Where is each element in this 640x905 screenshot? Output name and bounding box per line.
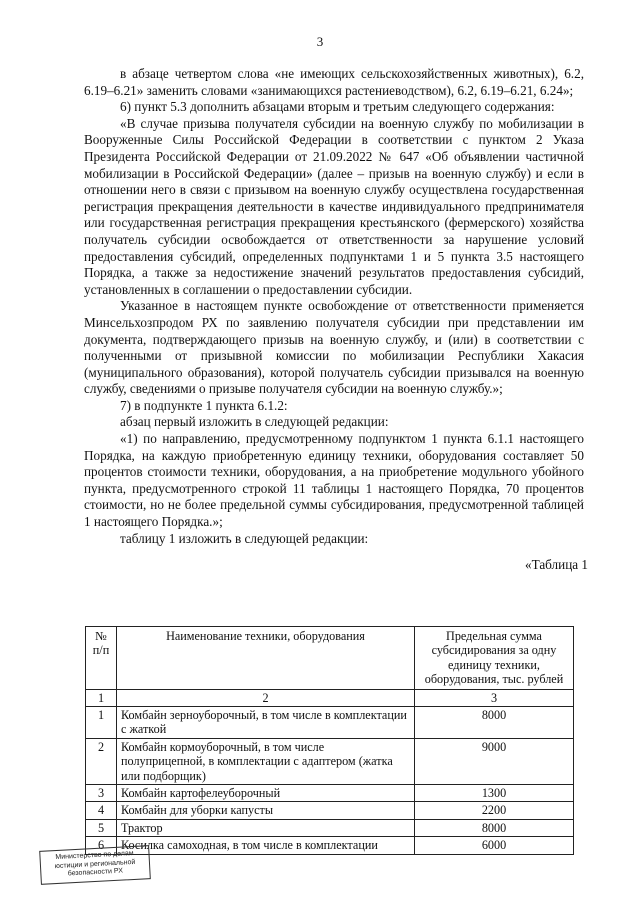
header-amount: Предельная сумма субсидирования за одну единицу техники, оборудования, тыс. рублей [415, 627, 574, 690]
row-amount: 1300 [415, 785, 574, 802]
table-row [86, 837, 574, 854]
row-amount: 2200 [415, 802, 574, 819]
row-amount: 8000 [415, 707, 574, 739]
row-name: Комбайн картофелеуборочный [117, 785, 415, 802]
row-name: Косилка самоходная, в том числе в комплектации [117, 837, 415, 854]
table-row [86, 819, 574, 836]
row-amount: 9000 [415, 738, 574, 784]
index-cell: 1 [86, 689, 117, 706]
index-cell: 3 [415, 689, 574, 706]
body-text [84, 66, 588, 574]
row-name: Комбайн кормоуборочный, в том числе полуприцепной, в комплектации с адаптером (жатка или подборщик) [117, 738, 415, 784]
ministry-stamp [39, 845, 151, 884]
table-index-row [86, 689, 574, 706]
paragraph: 6) пункт 5.3 дополнить абзацами вторым и третьим следующего содержания: [120, 99, 555, 115]
stamp-line: юстиции и региональной [54, 858, 136, 870]
table-caption: «Таблица 1 [525, 557, 588, 573]
row-num: 1 [86, 707, 117, 739]
paragraph: таблицу 1 изложить в следующей редакции: [120, 530, 369, 546]
table-row [86, 738, 574, 784]
row-name: Трактор [117, 819, 415, 836]
paragraph: абзац первый изложить в следующей редакции: [120, 414, 389, 430]
row-amount: 8000 [415, 819, 574, 836]
subsidy-table [85, 626, 574, 855]
row-num: 6 [86, 837, 117, 854]
index-cell: 2 [117, 689, 415, 706]
paragraph: 7) в подпункте 1 пункта 6.1.2: [120, 397, 288, 413]
stamp-line: безопасности РХ [67, 867, 124, 878]
paragraph: «В случае призыва получателя субсидии на военную службу по мобилизации в Вооруженные Силы Российской Федерации в соответствии с пунктом 2 Указа Президента Российской Федерации от 21.09.2022 № 647 «Об объявлении частичной мобилизации в Российской Федерации» (далее – призыв на военную службу) и если в отношении него в связи с призывом на военную службу осуществлена государственная регистрация прекращения деятельности в качестве индивидуального предпринимателя или государственная регистрация прекращения крестьянского (фермерского) хозяйства получатель субсидии освобождается от ответственности за нарушение условий предоставления субсидий, определенных подпунктами 1 и 5 пункта 3.5 настоящего Порядка, а также за недостижение значений результатов предоставления субсидий, установленных в соглашении о предоставлении субсидии. [84, 115, 584, 297]
header-name: Наименование техники, оборудования [117, 627, 415, 690]
row-num: 3 [86, 785, 117, 802]
stamp-line: Министерство по делам [55, 849, 134, 862]
table-row [86, 785, 574, 802]
paragraph: в абзаце четвертом слова «не имеющих сельскохозяйственных животных), 6.2, 6.19–6.21» заменить словами «занимающихся растениеводством), 6.2, 6.19–6.21, 6.24»; [84, 66, 584, 98]
page-number: 3 [316, 34, 324, 49]
row-num: 4 [86, 802, 117, 819]
row-name: Комбайн для уборки капусты [117, 802, 415, 819]
table-header-row [86, 627, 574, 690]
header-num: № п/п [86, 627, 117, 690]
table-row [86, 802, 574, 819]
row-name: Комбайн зерноуборочный, в том числе в комплектации с жаткой [117, 707, 415, 739]
paragraph: «1) по направлению, предусмотренному подпунктом 1 пункта 6.1.1 настоящего Порядка, на каждую приобретенную единицу техники, оборудования составляет 50 процентов стоимости техники, оборудования, а на приобретение модульного убойного пункта, предусмотренного строкой 11 таблицы 1 настоящего Порядка, 70 процентов стоимости, но не более предельной суммы субсидирования, предусмотренной таблицей 1 настоящего Порядка.»; [84, 431, 584, 530]
row-amount: 6000 [415, 837, 574, 854]
row-num: 2 [86, 738, 117, 784]
row-num: 5 [86, 819, 117, 836]
table-row [86, 707, 574, 739]
paragraph: Указанное в настоящем пункте освобождение от ответственности применяется Минсельхозпродом РХ по заявлению получателя субсидии при представлении им документа, подтверждающего призыв на военную службу, и (или) в соответствии с полученными от призывной комиссии по мобилизации Республики Хакасия (муниципального образования), которой получатель субсидии призывался на военную службу, сведениями о призыве получателя субсидии на военную службу.»; [84, 298, 584, 397]
